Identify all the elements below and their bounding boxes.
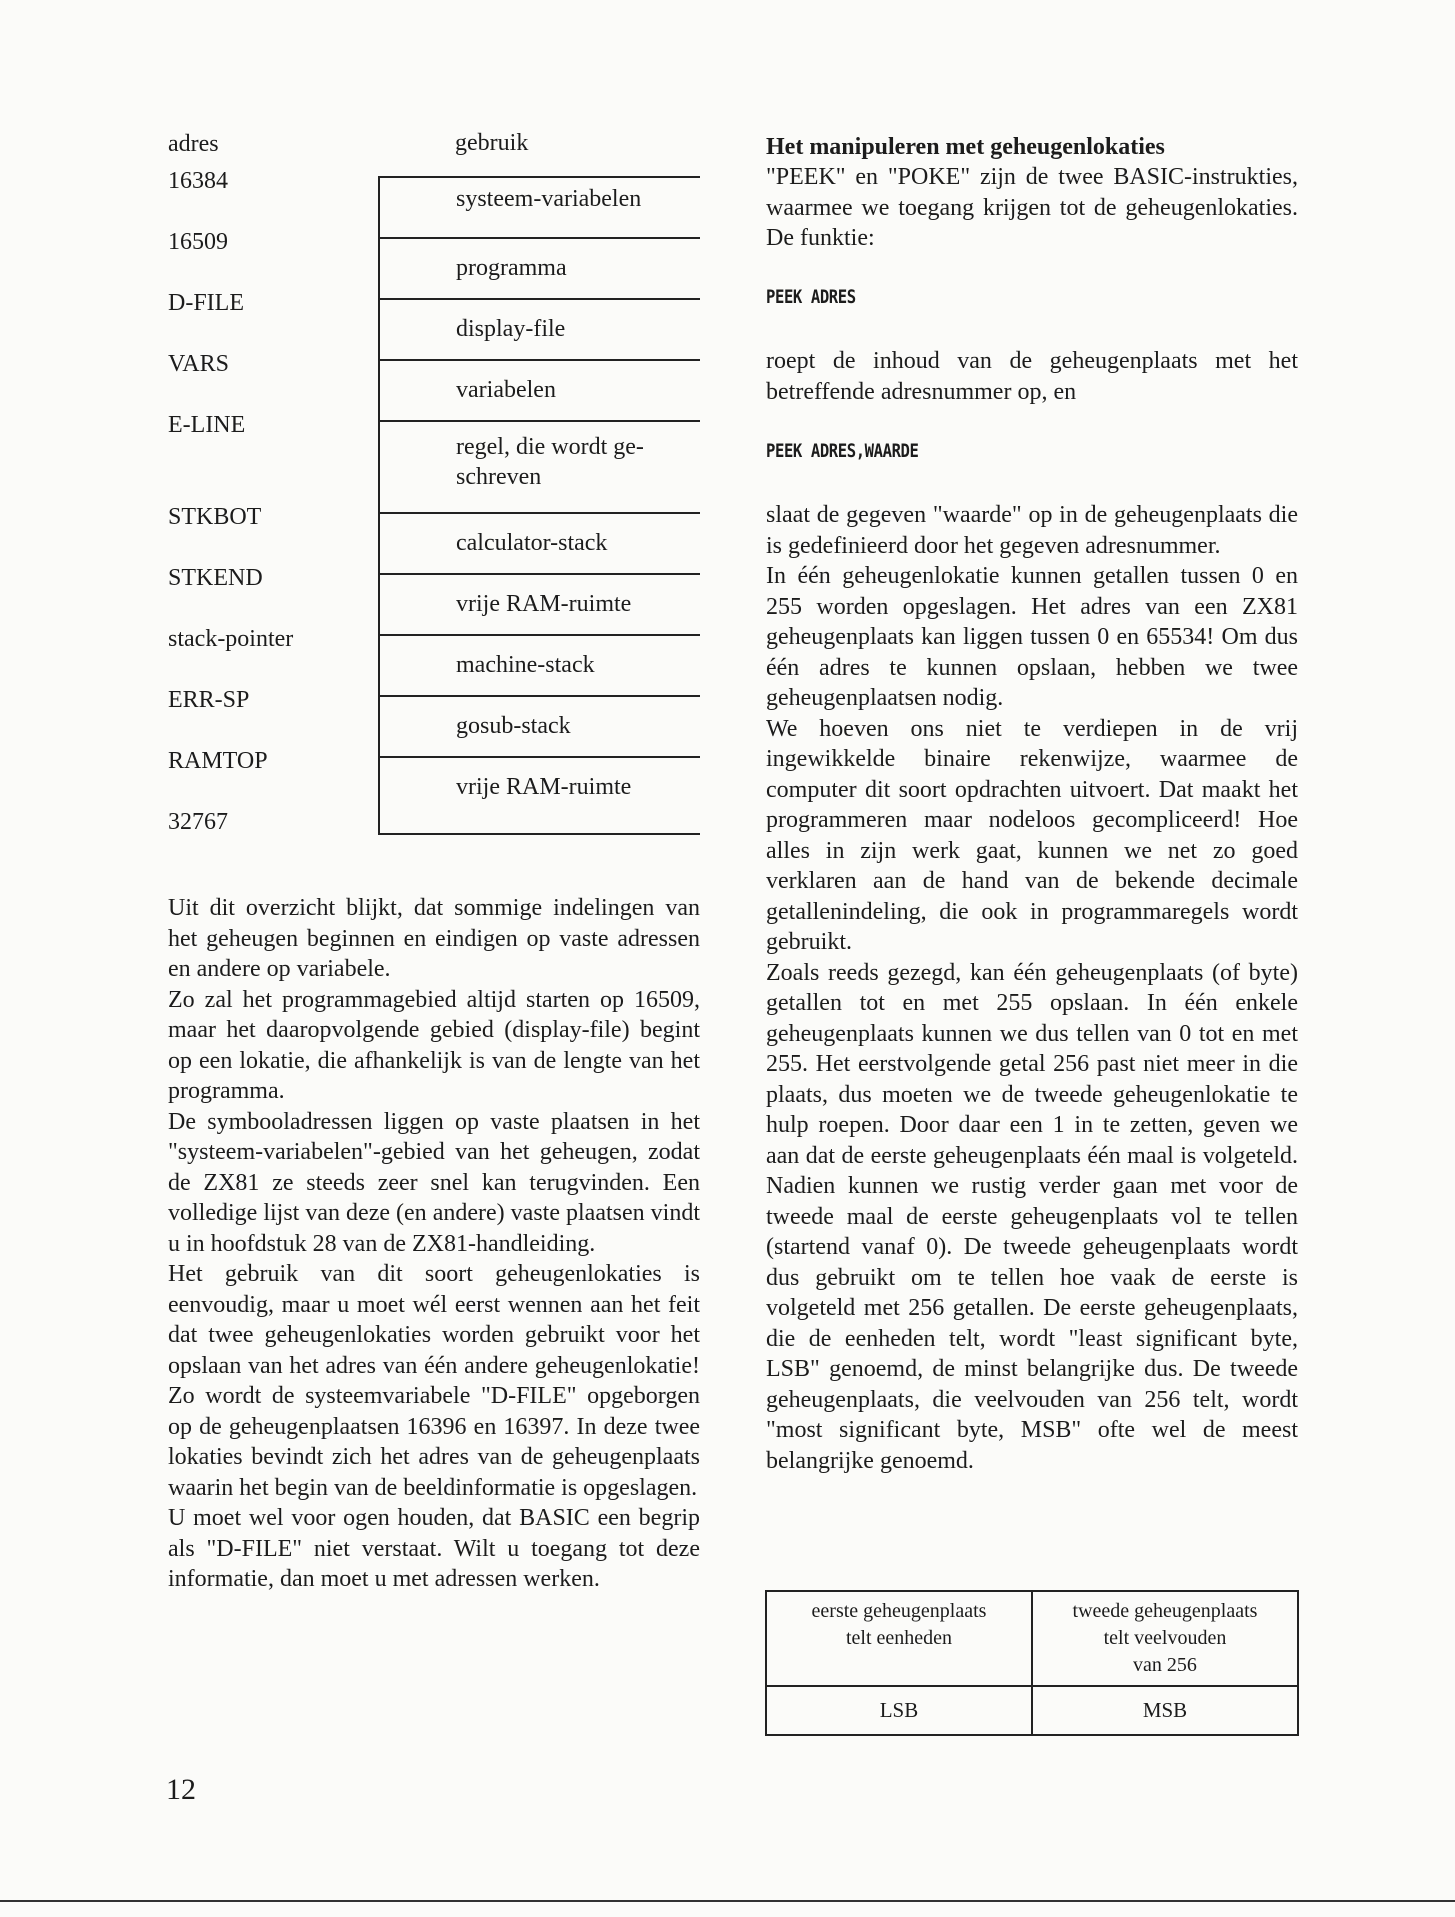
paragraph: "PEEK" en "POKE" zijn de twee BASIC-instrukties, waarmee we toegang krijgen tot de geheugenlokaties. De funktie: xyxy=(766,164,1298,251)
address-label: 16509 xyxy=(168,229,228,255)
address-label: D-FILE xyxy=(168,290,244,316)
memory-map-diagram xyxy=(378,176,700,835)
segment-label: vrije RAM-ruimte xyxy=(456,774,632,800)
segment-label: regel, die wordt ge- schreven xyxy=(456,434,644,490)
lsb-msb-table xyxy=(765,1590,1299,1736)
bottom-rule xyxy=(0,1900,1455,1902)
section-heading: Het manipuleren met geheugenlokaties xyxy=(766,134,1165,160)
address-label: 32767 xyxy=(168,809,228,835)
table-row xyxy=(766,1591,1298,1686)
memory-segment xyxy=(380,237,700,298)
right-column xyxy=(766,132,1298,254)
memory-segment xyxy=(380,634,700,695)
table-cell: tweede geheugenplaats telt veelvouden van 256 xyxy=(1032,1591,1298,1686)
segment-label: vrije RAM-ruimte xyxy=(456,591,632,617)
address-header: adres xyxy=(168,131,219,157)
address-label: RAMTOP xyxy=(168,748,268,774)
address-label: 16384 xyxy=(168,168,228,194)
left-column-text xyxy=(168,893,700,1595)
memory-segment xyxy=(380,695,700,756)
segment-label: gosub-stack xyxy=(456,713,571,739)
paragraph: Uit dit overzicht blijkt, dat sommige indelingen van het geheugen beginnen en eindigen op vaste adressen en andere op variabele. xyxy=(168,895,700,982)
segment-label: programma xyxy=(456,255,567,281)
paragraph: U moet wel voor ogen houden, dat BASIC een begrip als "D-FILE" niet verstaat. Wilt u toegang tot deze informatie, dan moet u met adressen werken. xyxy=(168,1505,700,1592)
paragraph: Het gebruik van dit soort geheugenlokaties is eenvoudig, maar u moet wél eerst wennen aan het feit dat twee geheugenlokaties worden gebruikt voor het opslaan van het adres van één andere geheugenlokatie! Zo wordt de systeemvariabele "D-FILE" opgeborgen op de geheugenplaatsen 16396 en 16397. In deze twee lokaties bevindt zich het adres van de geheugenplaats waarin het begin van de beeldinformatie is opgeslagen. xyxy=(168,1261,700,1501)
usage-header: gebruik xyxy=(455,130,529,156)
address-label: STKBOT xyxy=(168,504,262,530)
code-line: PEEK ADRES xyxy=(766,286,856,308)
segment-label: display-file xyxy=(456,316,566,342)
address-label: ERR-SP xyxy=(168,687,250,713)
segment-label: calculator-stack xyxy=(456,530,608,556)
paragraph: Zo zal het programmagebied altijd starten op 16509, maar het daaropvolgende gebied (display-file) begint op een lokatie, die afhankelijk is van de lengte van het programma. xyxy=(168,986,700,1104)
memory-segment xyxy=(380,176,700,237)
paragraph: Zoals reeds gezegd, kan één geheugenplaats (of byte) getallen tot en met 255 opslaan. In één enkele geheugenplaats kunnen we dus tellen van 0 tot en met 255. Het eerstvolgende getal 256 past niet meer in die plaats, dus moeten we de tweede geheugenlokatie te hulp roepen. Door daar een 1 in te zetten, geven we aan dat de eerste geheugenplaats één maal is volgeteld. Nadien kunnen we rustig verder gaan met voor de tweede maal de eerste geheugenplaats vol te tellen (startend vanaf 0). De tweede geheugenplaats wordt dus gebruikt om te tellen hoe vaak de eerste is volgeteld met 256 getallen. De eerste geheugenplaats, die de eenheden telt, wordt "least significant byte, LSB" genoemd, de minst belangrijke dus. De tweede geheugenplaats, die veelvouden van 256 telt, wordt "most significant byte, MSB" ofte wel de meest belangrijke genoemd. xyxy=(766,959,1298,1474)
page-number: 12 xyxy=(166,1773,196,1806)
address-label: VARS xyxy=(168,351,229,377)
segment-label: machine-stack xyxy=(456,652,595,678)
address-label: E-LINE xyxy=(168,412,246,438)
paragraph: roept de inhoud van de geheugenplaats met het betreffende adresnummer op, en xyxy=(766,348,1298,405)
memory-segment xyxy=(380,420,700,512)
memory-segment xyxy=(380,359,700,420)
table-row xyxy=(766,1686,1298,1735)
right-column-text xyxy=(766,500,1298,1476)
segment-label: variabelen xyxy=(456,377,556,403)
paragraph: We hoeven ons niet te verdiepen in de vrij ingewikkelde binaire rekenwijze, waarmee de computer dit soort opdrachten uitvoert. Dat maakt het programmeren maar nodeloos gecompliceerd! Hoe alles in zijn werk gaat, kunnen we net zo goed verklaren aan de hand van de bekende decimale getallenindeling, die ook in programmaregels wordt gebruikt. xyxy=(766,715,1298,955)
memory-segment xyxy=(380,573,700,634)
paragraph: In één geheugenlokatie kunnen getallen tussen 0 en 255 worden opgeslagen. Het adres van een ZX81 geheugenplaats kan liggen tussen 0 en 65534! Om dus één adres te kunnen opslaan, hebben we twee geheugenplaatsen nodig. xyxy=(766,563,1298,711)
code-line: PEEK ADRES,WAARDE xyxy=(766,440,919,462)
table-cell: LSB xyxy=(766,1686,1032,1735)
paragraph: slaat de gegeven "waarde" op in de geheugenplaats die is gedefinieerd door het gegeven adresnummer. xyxy=(766,502,1298,559)
memory-segment xyxy=(380,756,700,835)
memory-segment xyxy=(380,298,700,359)
segment-label: systeem-variabelen xyxy=(456,186,642,212)
address-label: STKEND xyxy=(168,565,263,591)
table-cell: MSB xyxy=(1032,1686,1298,1735)
address-label: stack-pointer xyxy=(168,626,294,652)
memory-segment xyxy=(380,512,700,573)
table-cell: eerste geheugenplaats telt eenheden xyxy=(766,1591,1032,1686)
paragraph: De symbooladressen liggen op vaste plaatsen in het "systeem-variabelen"-gebied van het geheugen, zodat de ZX81 ze steeds zeer snel kan terugvinden. Een volledige lijst van deze (en andere) vaste plaatsen vindt u in hoofdstuk 28 van de ZX81-handleiding. xyxy=(168,1108,700,1257)
